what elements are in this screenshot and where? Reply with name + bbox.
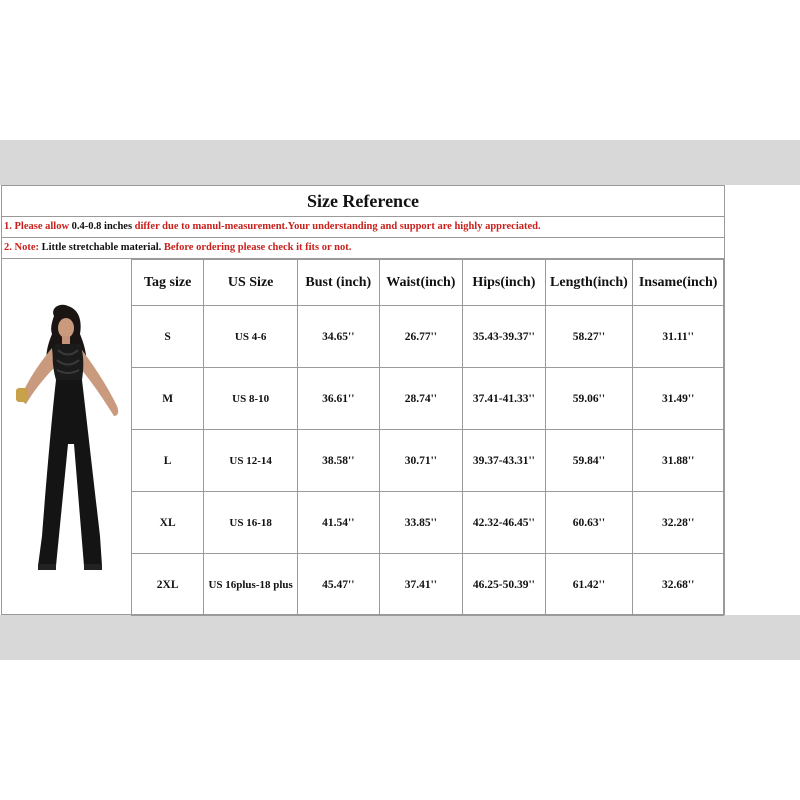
- us-size-cell: US 8-10: [204, 368, 298, 430]
- length-cell: 58.27'': [545, 306, 633, 368]
- tag-size-cell: M: [132, 368, 204, 430]
- column-header: Tag size: [132, 260, 204, 306]
- length-cell: 61.42'': [545, 554, 633, 616]
- bust-cell: 45.47'': [298, 554, 380, 616]
- tag-size-cell: 2XL: [132, 554, 204, 616]
- note-measurement: [2, 217, 724, 238]
- tag-size-cell: L: [132, 430, 204, 492]
- insame-cell: 31.49'': [633, 368, 724, 430]
- table-row: [132, 368, 724, 430]
- tag-size-cell: XL: [132, 492, 204, 554]
- waist-cell: 28.74'': [379, 368, 463, 430]
- tag-size-cell: S: [132, 306, 204, 368]
- bust-cell: 36.61'': [298, 368, 380, 430]
- waist-cell: 33.85'': [379, 492, 463, 554]
- length-cell: 59.06'': [545, 368, 633, 430]
- bust-cell: 34.65'': [298, 306, 380, 368]
- column-header: US Size: [204, 260, 298, 306]
- note2-prefix: 2. Note:: [4, 242, 42, 253]
- waist-cell: 37.41'': [379, 554, 463, 616]
- size-table: [131, 259, 724, 616]
- note2-text: Before ordering please check it fits or not.: [163, 242, 352, 253]
- us-size-cell: US 16-18: [204, 492, 298, 554]
- waist-cell: 26.77'': [379, 306, 463, 368]
- us-size-cell: US 4-6: [204, 306, 298, 368]
- column-header: Hips(inch): [463, 260, 545, 306]
- table-row: [132, 306, 724, 368]
- insame-cell: 31.11'': [633, 306, 724, 368]
- column-header: Waist(inch): [379, 260, 463, 306]
- note1-range: 0.4-0.8 inches: [69, 221, 135, 232]
- jumpsuit-model-figure: [16, 305, 118, 570]
- us-size-cell: US 16plus-18 plus: [204, 554, 298, 616]
- hips-cell: 39.37-43.31'': [463, 430, 545, 492]
- column-header: Insame(inch): [633, 260, 724, 306]
- note2-material: Little stretchable material.: [41, 242, 164, 253]
- note-material: [2, 238, 724, 259]
- insame-cell: 32.28'': [633, 492, 724, 554]
- top-gray-band: [0, 140, 800, 185]
- hips-cell: 46.25-50.39'': [463, 554, 545, 616]
- insame-cell: 32.68'': [633, 554, 724, 616]
- insame-cell: 31.88'': [633, 430, 724, 492]
- note1-number: 1. Please allow: [4, 221, 70, 232]
- waist-cell: 30.71'': [379, 430, 463, 492]
- model-photo: [2, 304, 130, 614]
- note1-text: differ due to manul-measurement.Your understanding and support are highly appreciated.: [134, 221, 541, 232]
- table-row: [132, 554, 724, 616]
- size-chart-sheet: [1, 185, 725, 615]
- hips-cell: 42.32-46.45'': [463, 492, 545, 554]
- page-title: Size Reference: [2, 186, 724, 217]
- bust-cell: 38.58'': [298, 430, 380, 492]
- table-row: [132, 430, 724, 492]
- bust-cell: 41.54'': [298, 492, 380, 554]
- column-header: Bust (inch): [298, 260, 380, 306]
- length-cell: 59.84'': [545, 430, 633, 492]
- column-header: Length(inch): [545, 260, 633, 306]
- table-row: [132, 492, 724, 554]
- hips-cell: 37.41-41.33'': [463, 368, 545, 430]
- us-size-cell: US 12-14: [204, 430, 298, 492]
- hips-cell: 35.43-39.37'': [463, 306, 545, 368]
- length-cell: 60.63'': [545, 492, 633, 554]
- table-header-row: [132, 260, 724, 306]
- bottom-gray-band: [0, 615, 800, 660]
